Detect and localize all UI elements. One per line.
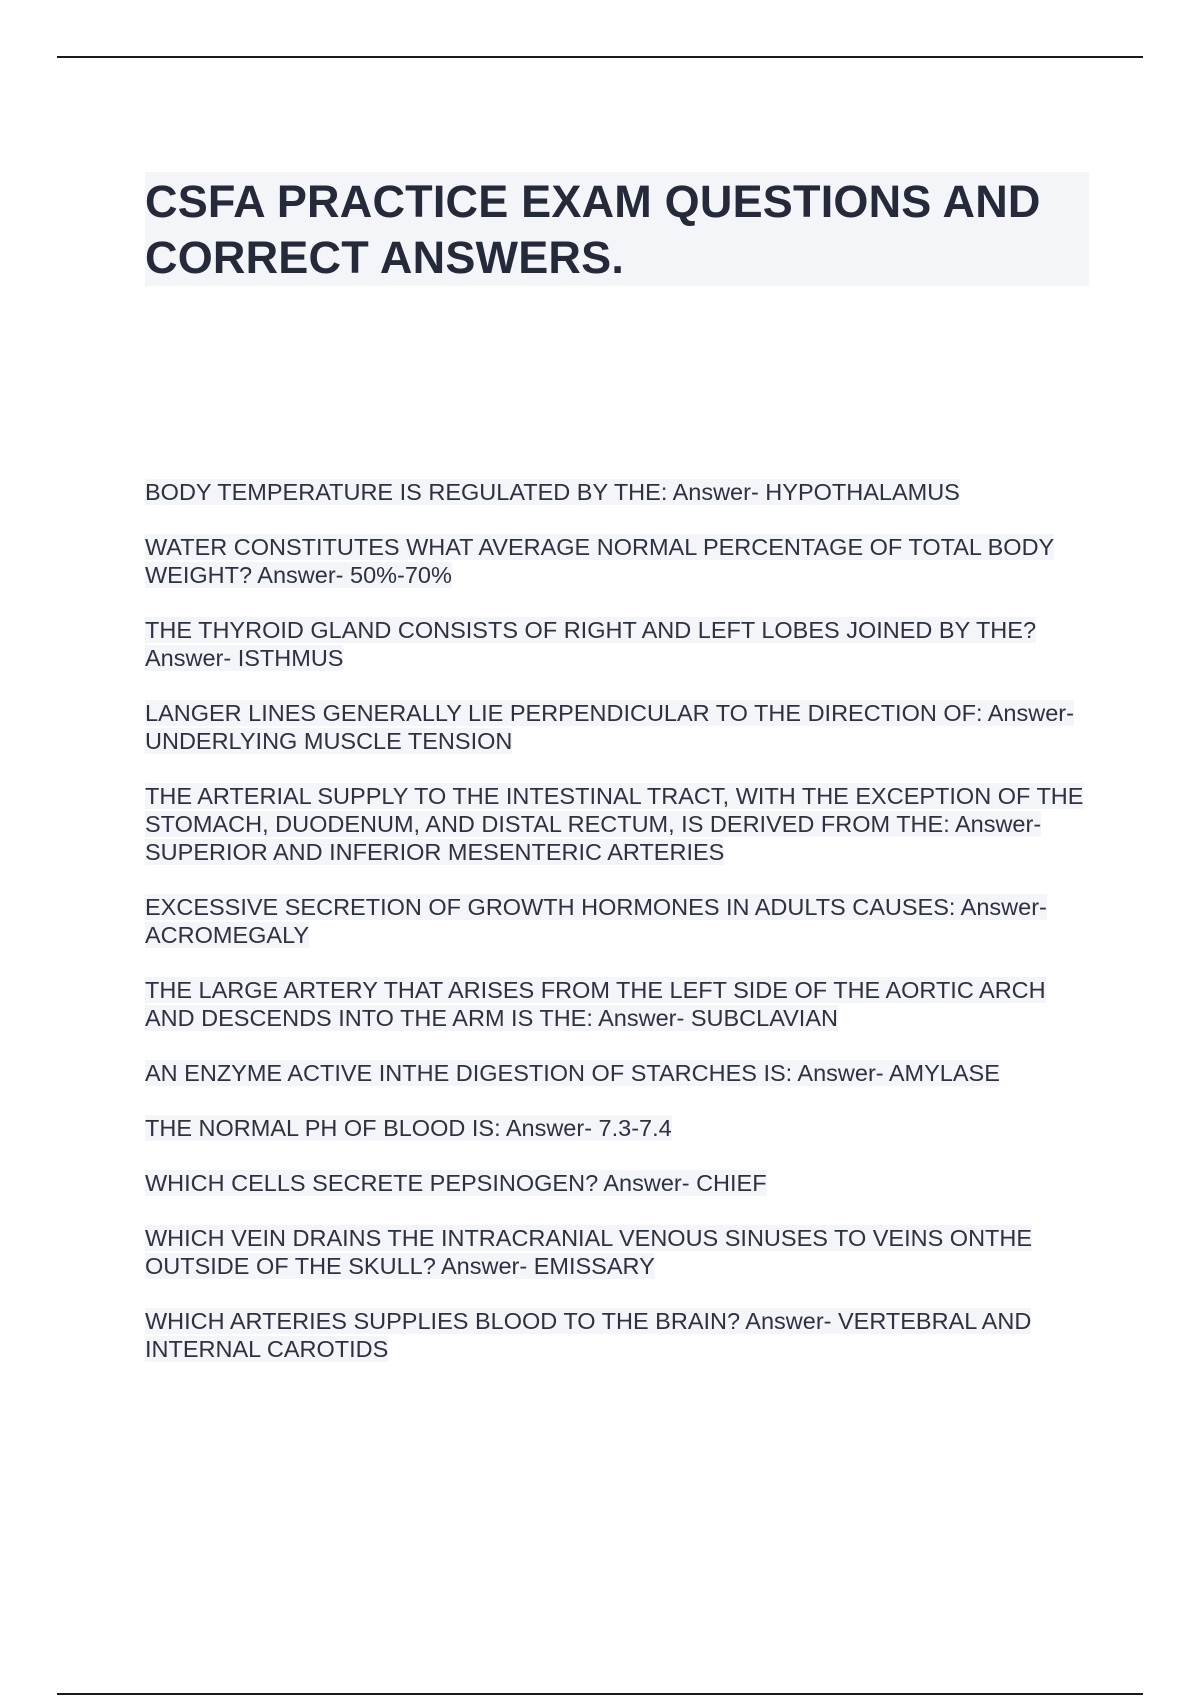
qa-item <box>145 1114 1095 1142</box>
qa-item <box>145 533 1095 589</box>
qa-item <box>145 1169 1095 1197</box>
qa-text: BODY TEMPERATURE IS REGULATED BY THE: Answer- HYPOTHALAMUS <box>145 479 960 505</box>
qa-text: AN ENZYME ACTIVE INTHE DIGESTION OF STARCHES IS: Answer- AMYLASE <box>145 1060 1000 1086</box>
qa-item <box>145 1307 1095 1363</box>
qa-item <box>145 893 1095 949</box>
qa-item <box>145 976 1095 1032</box>
qa-text: THE ARTERIAL SUPPLY TO THE INTESTINAL TRACT, WITH THE EXCEPTION OF THE STOMACH, DUODENUM, AND DISTAL RECTUM, IS DERIVED FROM THE: Answer- SUPERIOR AND INFERIOR MESENTERIC ARTERIES <box>145 783 1084 865</box>
qa-item <box>145 478 1095 506</box>
qa-text: WATER CONSTITUTES WHAT AVERAGE NORMAL PERCENTAGE OF TOTAL BODY WEIGHT? Answer- 50%-70% <box>145 534 1055 588</box>
qa-text: THE NORMAL PH OF BLOOD IS: Answer- 7.3-7.4 <box>145 1115 672 1141</box>
qa-item <box>145 1224 1095 1280</box>
qa-text: WHICH CELLS SECRETE PEPSINOGEN? Answer- CHIEF <box>145 1170 767 1196</box>
qa-text: THE THYROID GLAND CONSISTS OF RIGHT AND LEFT LOBES JOINED BY THE? Answer- ISTHMUS <box>145 617 1037 671</box>
top-rule <box>57 56 1143 58</box>
qa-text: EXCESSIVE SECRETION OF GROWTH HORMONES IN ADULTS CAUSES: Answer- ACROMEGALY <box>145 894 1047 948</box>
qa-item <box>145 1059 1095 1087</box>
qa-item <box>145 616 1095 672</box>
document-title: CSFA PRACTICE EXAM QUESTIONS AND CORRECT ANSWERS. <box>145 172 1089 286</box>
bottom-rule <box>57 1693 1143 1695</box>
qa-text: LANGER LINES GENERALLY LIE PERPENDICULAR TO THE DIRECTION OF: Answer- UNDERLYING MUSCLE TENSION <box>145 700 1074 754</box>
qa-item <box>145 782 1095 866</box>
qa-text: WHICH ARTERIES SUPPLIES BLOOD TO THE BRAIN? Answer- VERTEBRAL AND INTERNAL CAROTIDS <box>145 1308 1032 1362</box>
qa-text: THE LARGE ARTERY THAT ARISES FROM THE LEFT SIDE OF THE AORTIC ARCH AND DESCENDS INTO THE ARM IS THE: Answer- SUBCLAVIAN <box>145 977 1046 1031</box>
qa-item <box>145 699 1095 755</box>
qa-list <box>145 478 1095 1390</box>
qa-text: WHICH VEIN DRAINS THE INTRACRANIAL VENOUS SINUSES TO VEINS ONTHE OUTSIDE OF THE SKULL? Answer- EMISSARY <box>145 1225 1033 1279</box>
